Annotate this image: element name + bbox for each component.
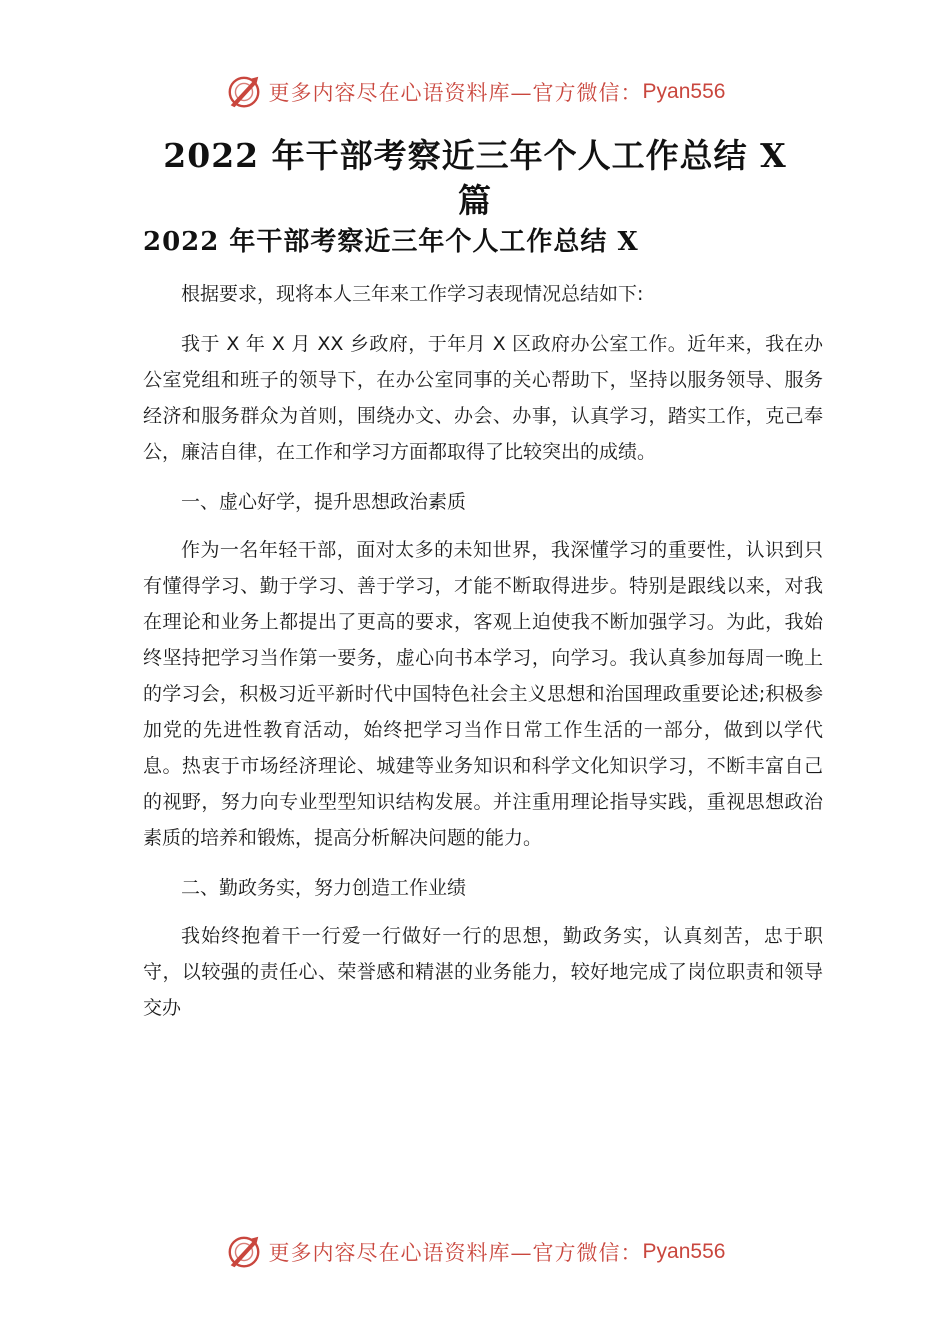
banner-text: 更多内容尽在心语资料库—官方微信： <box>268 1241 643 1265</box>
banner-wechat-id: Pyan556 <box>642 1240 726 1263</box>
section-heading-1: 一、虚心好学，提升思想政治素质 <box>181 491 467 513</box>
section-2-paragraph: 我始终抱着干一行爱一行做好一行的思想，勤政务实，认真刻苦，忠于职守，以较强的责任心、荣誉感和精湛的业务能力，较好地完成了岗位职责和领导交办 <box>143 925 823 1019</box>
document-body <box>143 276 823 1040</box>
section-heading-2: 二、勤政务实，努力创造工作业绩 <box>181 877 467 899</box>
banner-wechat-id: Pyan556 <box>642 80 726 103</box>
background-paragraph: 我于 X 年 X 月 XX 乡政府，于年月 X 区政府办公室工作。近年来，我在办公室党组和班子的领导下，在办公室同事的关心帮助下，坚持以服务领导、服务经济和服务群众为首则，围绕办文、办会、办事，认真学习，踏实工作，克己奉公，廉洁自律，在工作和学习方面都取得了比较突出的成绩。 <box>143 333 823 463</box>
intro-paragraph: 根据要求，现将本人三年来工作学习表现情况总结如下: <box>181 283 644 305</box>
document-subtitle: 2022 年干部考察近三年个人工作总结 X <box>143 227 639 257</box>
section-1-paragraph: 作为一名年轻干部，面对太多的未知世界，我深懂学习的重要性，认识到只有懂得学习、勤于学习、善于学习，才能不断取得进步。特别是跟线以来，对我在理论和业务上都提出了更高的要求，客观上迫使我不断加强学习。为此，我始终坚持把学习当作第一要务，虚心向书本学习，向学习。我认真参加每周一晚上的学习会，积极习近平新时代中国特色社会主义思想和治国理政重要论述;积极参加党的先进性教育活动，始终把学习当作日常工作生活的一部分，做到以学代息。热衷于市场经济理论、城建等业务知识和科学文化知识学习，不断丰富自己的视野，努力向专业型型知识结构发展。并注重用理论指导实践，重视思想政治素质的培养和锻炼，提高分析解决问题的能力。 <box>143 539 823 849</box>
header-watermark-banner <box>0 70 950 114</box>
banner-text: 更多内容尽在心语资料库—官方微信： <box>268 81 643 105</box>
brand-logo-icon <box>225 1233 263 1271</box>
footer-watermark-banner <box>0 1230 950 1274</box>
brand-logo-icon <box>225 73 263 111</box>
document-title: 2022 年干部考察近三年个人工作总结 X 篇 <box>163 136 787 220</box>
